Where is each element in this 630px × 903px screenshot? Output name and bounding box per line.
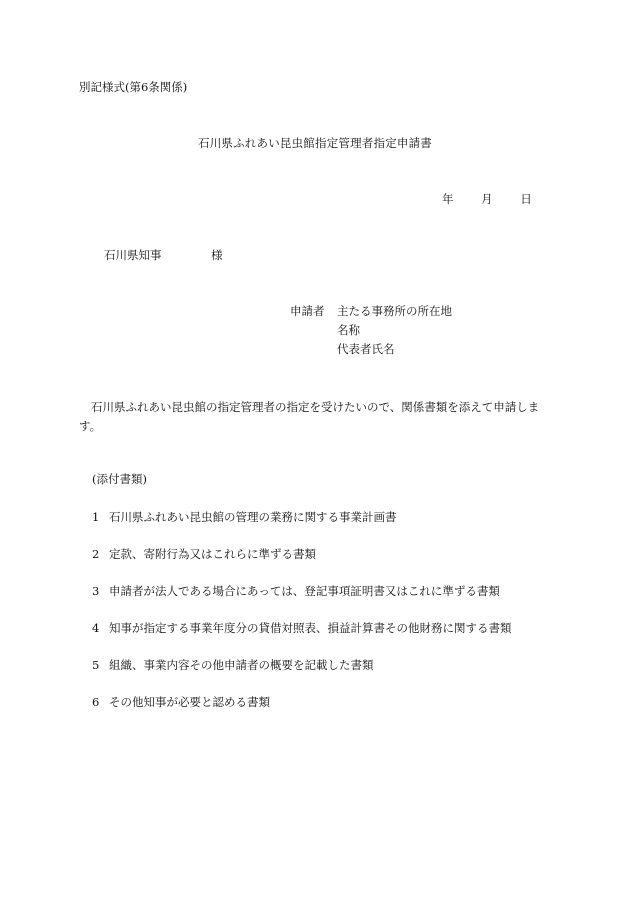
attachment-text: 申請者が法人である場合にあっては、登記事項証明書又はこれに準ずる書類 (109, 584, 500, 598)
addressee (104, 250, 223, 262)
attachment-text: 定款、寄附行為又はこれらに準ずる書類 (109, 547, 316, 561)
attachment-number: 2 (92, 547, 100, 561)
attachment-item (92, 697, 270, 709)
attachment-text: 組織、事業内容その他申請者の概要を記載した書類 (109, 658, 374, 672)
attachment-text: 石川県ふれあい昆虫館の管理の業務に関する事業計画書 (109, 510, 397, 524)
applicant-field-address: 主たる事務所の所在地 (337, 304, 452, 318)
year-label: 年 (442, 192, 454, 206)
applicant-label: 申請者 (290, 304, 325, 318)
document-title: 石川県ふれあい昆虫館指定管理者指定申請書 (198, 136, 432, 150)
attachment-number: 1 (92, 510, 100, 524)
attachment-text: 知事が指定する事業年度分の貸借対照表、損益計算書その他財務に関する書類 (109, 621, 512, 635)
attachment-item (92, 549, 316, 561)
attachment-item (92, 586, 500, 598)
date-line (442, 194, 532, 206)
month-label: 月 (481, 192, 493, 206)
attachment-item (92, 512, 397, 524)
attachment-number: 6 (92, 695, 100, 709)
attachment-item (92, 623, 512, 635)
application-body: 石川県ふれあい昆虫館の指定管理者の指定を受けたいので、関係書類を添えて申請します。 (79, 400, 540, 433)
attachment-text: その他知事が必要と認める書類 (109, 695, 270, 709)
applicant-field-name: 名称 (337, 323, 360, 337)
day-label: 日 (520, 192, 532, 206)
attachment-number: 4 (92, 621, 100, 635)
addressee-honorific: 様 (211, 248, 223, 262)
attachment-item (92, 660, 374, 672)
form-reference: 別記様式(第6条関係) (79, 80, 188, 94)
addressee-name: 石川県知事 (104, 248, 162, 262)
attachments-heading: (添付書類) (92, 472, 147, 486)
attachment-number: 5 (92, 658, 100, 672)
applicant-field-representative: 代表者氏名 (337, 342, 395, 356)
attachment-number: 3 (92, 584, 100, 598)
